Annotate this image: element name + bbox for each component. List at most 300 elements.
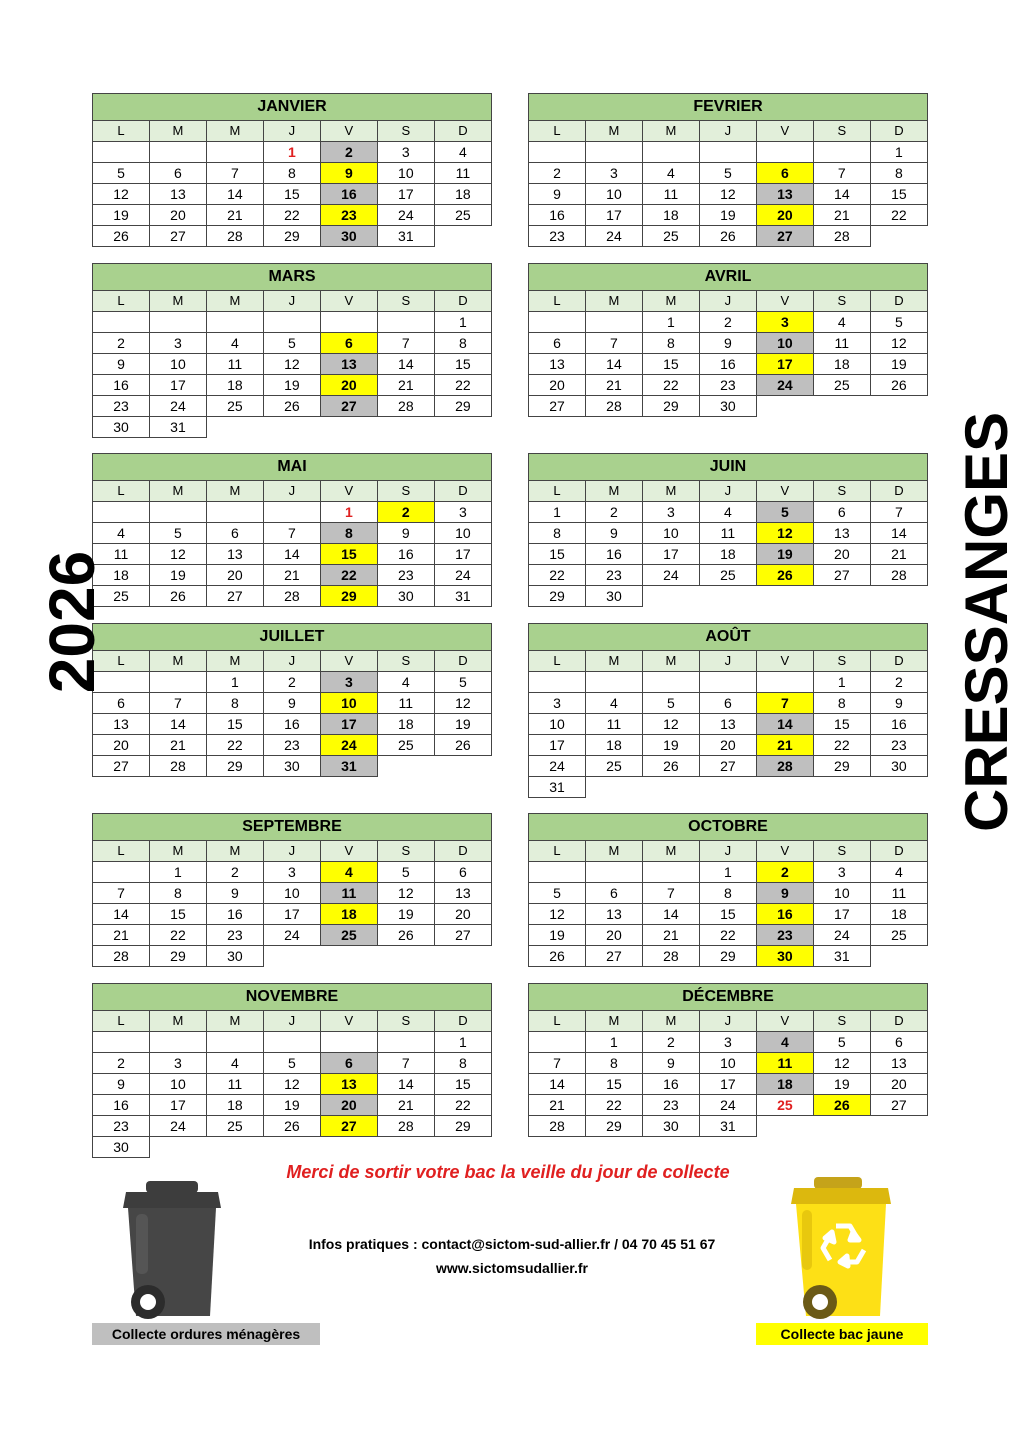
day-cell: 11 — [642, 184, 699, 205]
weekday-header: D — [870, 481, 927, 502]
day-cell: 22 — [813, 735, 870, 756]
weekday-header: D — [870, 1011, 927, 1032]
day-cell-blank — [206, 502, 263, 523]
month-calendar — [528, 623, 928, 798]
week-row — [93, 883, 492, 904]
day-cell: 1 — [206, 672, 263, 693]
day-cell: 30 — [699, 396, 756, 417]
weekday-header: S — [813, 121, 870, 142]
day-cell: 31 — [377, 226, 434, 247]
weekday-header: S — [813, 481, 870, 502]
day-cell: 16 — [699, 354, 756, 375]
weekday-header: D — [434, 841, 491, 862]
weekday-header: M — [642, 291, 699, 312]
day-cell: 31 — [434, 586, 491, 607]
day-cell: 22 — [870, 205, 927, 226]
week-row — [529, 396, 928, 417]
weekday-header: S — [377, 121, 434, 142]
day-cell: 9 — [93, 354, 150, 375]
day-cell: 19 — [149, 565, 206, 586]
weekday-header: S — [377, 841, 434, 862]
day-cell-empty — [263, 946, 320, 967]
day-cell-yellow-collection: 9 — [320, 163, 377, 184]
day-cell-blank — [149, 1032, 206, 1053]
day-cell-empty — [377, 1137, 434, 1158]
weekday-header: L — [93, 121, 150, 142]
day-cell: 4 — [699, 502, 756, 523]
weekday-header: S — [813, 291, 870, 312]
month-title: OCTOBRE — [529, 814, 928, 841]
day-cell-gray-collection: 27 — [320, 396, 377, 417]
day-cell: 17 — [813, 904, 870, 925]
day-cell: 9 — [206, 883, 263, 904]
week-row — [93, 1032, 492, 1053]
week-row — [93, 523, 492, 544]
day-cell: 17 — [434, 544, 491, 565]
day-cell-empty — [870, 1116, 927, 1137]
day-cell: 11 — [585, 714, 642, 735]
day-cell: 30 — [377, 586, 434, 607]
day-cell: 3 — [642, 502, 699, 523]
day-cell: 3 — [149, 333, 206, 354]
day-cell: 19 — [263, 1095, 320, 1116]
day-cell: 9 — [529, 184, 586, 205]
day-cell-blank — [377, 1032, 434, 1053]
month-table — [528, 93, 928, 247]
day-cell: 3 — [434, 502, 491, 523]
month-table — [528, 623, 928, 798]
month-title: DÉCEMBRE — [529, 984, 928, 1011]
day-cell: 13 — [813, 523, 870, 544]
month-calendar — [528, 263, 928, 417]
day-cell-gray-collection: 19 — [756, 544, 813, 565]
weekday-header: M — [149, 291, 206, 312]
day-cell: 8 — [434, 1053, 491, 1074]
week-row — [93, 946, 492, 967]
day-cell-blank — [529, 1032, 586, 1053]
month-title: MARS — [93, 264, 492, 291]
day-cell: 5 — [263, 333, 320, 354]
day-cell-gray-collection: 5 — [756, 502, 813, 523]
week-row — [529, 184, 928, 205]
month-title: JUIN — [529, 454, 928, 481]
day-cell: 19 — [434, 714, 491, 735]
day-cell: 7 — [642, 883, 699, 904]
day-cell: 11 — [434, 163, 491, 184]
day-cell-gray-collection: 16 — [320, 184, 377, 205]
week-row — [529, 904, 928, 925]
month-table — [92, 453, 492, 607]
month-title: JANVIER — [93, 94, 492, 121]
week-row — [529, 735, 928, 756]
day-cell: 2 — [206, 862, 263, 883]
day-cell: 4 — [642, 163, 699, 184]
day-cell: 26 — [93, 226, 150, 247]
week-row — [529, 544, 928, 565]
day-cell: 14 — [585, 354, 642, 375]
day-cell: 25 — [642, 226, 699, 247]
day-cell: 2 — [529, 163, 586, 184]
day-cell: 2 — [699, 312, 756, 333]
day-cell: 23 — [642, 1095, 699, 1116]
weekday-header: V — [320, 1011, 377, 1032]
day-cell: 27 — [699, 756, 756, 777]
day-cell: 7 — [870, 502, 927, 523]
day-cell: 21 — [263, 565, 320, 586]
day-cell: 10 — [149, 1074, 206, 1095]
day-cell-empty — [756, 1116, 813, 1137]
day-cell-blank — [529, 862, 586, 883]
week-row — [93, 714, 492, 735]
day-cell-gray-collection: 28 — [756, 756, 813, 777]
day-cell: 16 — [642, 1074, 699, 1095]
day-cell-empty — [320, 417, 377, 438]
day-cell: 4 — [813, 312, 870, 333]
day-cell: 6 — [870, 1032, 927, 1053]
day-cell: 19 — [263, 375, 320, 396]
day-cell: 19 — [870, 354, 927, 375]
month-table — [92, 983, 492, 1158]
day-cell-yellow-collection: 26 — [813, 1095, 870, 1116]
day-cell: 28 — [206, 226, 263, 247]
legend-gray-collection: Collecte ordures ménagères — [92, 1323, 320, 1345]
day-cell: 21 — [813, 205, 870, 226]
day-cell: 15 — [585, 1074, 642, 1095]
weekday-header: M — [585, 651, 642, 672]
day-cell: 17 — [149, 1095, 206, 1116]
day-cell: 20 — [870, 1074, 927, 1095]
day-cell: 24 — [434, 565, 491, 586]
weekday-header: J — [263, 651, 320, 672]
day-cell: 19 — [377, 904, 434, 925]
weekday-header: M — [206, 121, 263, 142]
month-calendar — [92, 93, 492, 247]
day-cell: 24 — [642, 565, 699, 586]
day-cell: 25 — [585, 756, 642, 777]
website-link[interactable]: www.sictomsudallier.fr — [436, 1260, 588, 1276]
day-cell-blank — [206, 312, 263, 333]
week-row — [529, 354, 928, 375]
day-cell: 17 — [149, 375, 206, 396]
weekday-header: J — [263, 291, 320, 312]
day-cell: 27 — [149, 226, 206, 247]
day-cell-gray-collection: 9 — [756, 883, 813, 904]
day-cell: 13 — [870, 1053, 927, 1074]
day-cell: 15 — [870, 184, 927, 205]
day-cell: 2 — [93, 333, 150, 354]
weekday-header: L — [93, 481, 150, 502]
month-table — [92, 93, 492, 247]
day-cell: 10 — [699, 1053, 756, 1074]
day-cell: 12 — [529, 904, 586, 925]
weekday-header: M — [642, 841, 699, 862]
week-row — [529, 756, 928, 777]
weekday-header: V — [320, 291, 377, 312]
weekday-header: L — [529, 841, 586, 862]
day-cell: 24 — [149, 396, 206, 417]
day-cell-gray-collection: 22 — [320, 565, 377, 586]
day-cell-yellow-collection: 16 — [756, 904, 813, 925]
day-cell: 1 — [699, 862, 756, 883]
day-cell-gray-collection: 18 — [756, 1074, 813, 1095]
day-cell: 15 — [434, 354, 491, 375]
day-cell: 22 — [263, 205, 320, 226]
weekday-header: D — [870, 841, 927, 862]
weekday-header: J — [699, 1011, 756, 1032]
weekday-header: J — [699, 481, 756, 502]
month-title: FEVRIER — [529, 94, 928, 121]
day-cell: 25 — [870, 925, 927, 946]
weekday-header: L — [93, 841, 150, 862]
day-cell: 25 — [206, 1116, 263, 1137]
day-cell-empty — [813, 396, 870, 417]
week-row — [529, 565, 928, 586]
day-cell: 11 — [699, 523, 756, 544]
day-cell-empty — [756, 777, 813, 798]
day-cell: 28 — [93, 946, 150, 967]
weekday-header: L — [93, 1011, 150, 1032]
day-cell: 29 — [149, 946, 206, 967]
day-cell: 11 — [870, 883, 927, 904]
weekday-header: S — [813, 841, 870, 862]
day-cell: 23 — [93, 1116, 150, 1137]
day-cell: 25 — [813, 375, 870, 396]
day-cell: 1 — [642, 312, 699, 333]
day-cell: 7 — [93, 883, 150, 904]
day-cell-yellow-collection: 6 — [756, 163, 813, 184]
day-cell: 26 — [434, 735, 491, 756]
day-cell-empty — [206, 1137, 263, 1158]
day-cell-gray-collection: 3 — [320, 672, 377, 693]
day-cell-blank — [93, 1032, 150, 1053]
day-cell-yellow-collection: 27 — [320, 1116, 377, 1137]
day-cell-blank — [642, 862, 699, 883]
day-cell: 18 — [206, 1095, 263, 1116]
day-cell: 5 — [870, 312, 927, 333]
day-cell: 7 — [206, 163, 263, 184]
day-cell: 10 — [585, 184, 642, 205]
day-cell-yellow-collection: 2 — [377, 502, 434, 523]
day-cell-yellow-collection: 17 — [756, 354, 813, 375]
day-cell: 16 — [93, 1095, 150, 1116]
week-row — [93, 163, 492, 184]
day-cell-empty — [699, 586, 756, 607]
day-cell: 21 — [149, 735, 206, 756]
weekday-header: M — [149, 1011, 206, 1032]
day-cell: 17 — [263, 904, 320, 925]
day-cell: 11 — [93, 544, 150, 565]
gray-trash-bin-icon — [118, 1178, 228, 1320]
day-cell-blank — [93, 142, 150, 163]
day-cell: 12 — [699, 184, 756, 205]
weekday-header: D — [434, 121, 491, 142]
day-cell-empty — [377, 417, 434, 438]
day-cell-yellow-collection: 24 — [320, 735, 377, 756]
month-calendar — [528, 813, 928, 967]
day-cell: 12 — [93, 184, 150, 205]
day-cell: 31 — [699, 1116, 756, 1137]
day-cell-blank — [377, 312, 434, 333]
day-cell: 15 — [263, 184, 320, 205]
day-cell-empty — [377, 946, 434, 967]
day-cell: 17 — [642, 544, 699, 565]
day-cell-blank — [149, 312, 206, 333]
day-cell: 16 — [206, 904, 263, 925]
day-cell: 6 — [699, 693, 756, 714]
day-cell: 26 — [870, 375, 927, 396]
day-cell-blank — [529, 312, 586, 333]
day-cell: 5 — [149, 523, 206, 544]
day-cell: 7 — [585, 333, 642, 354]
day-cell: 23 — [377, 565, 434, 586]
day-cell: 30 — [585, 586, 642, 607]
week-row — [93, 1074, 492, 1095]
day-cell: 1 — [434, 312, 491, 333]
day-cell-gray-collection: 4 — [756, 1032, 813, 1053]
weekday-header: M — [585, 1011, 642, 1032]
day-cell: 13 — [206, 544, 263, 565]
day-cell-blank — [93, 312, 150, 333]
month-title: SEPTEMBRE — [93, 814, 492, 841]
week-row — [93, 312, 492, 333]
day-cell: 12 — [263, 354, 320, 375]
week-row — [93, 417, 492, 438]
day-cell-gray-collection: 8 — [320, 523, 377, 544]
day-cell: 26 — [263, 1116, 320, 1137]
day-cell: 29 — [434, 396, 491, 417]
weekday-header: J — [699, 841, 756, 862]
day-cell: 13 — [529, 354, 586, 375]
weekday-header: J — [263, 841, 320, 862]
weekday-header: D — [434, 481, 491, 502]
day-cell: 9 — [870, 693, 927, 714]
day-cell: 12 — [813, 1053, 870, 1074]
day-cell: 1 — [149, 862, 206, 883]
day-cell: 15 — [149, 904, 206, 925]
day-cell-gray-collection: 23 — [756, 925, 813, 946]
weekday-header: J — [263, 481, 320, 502]
day-cell: 8 — [870, 163, 927, 184]
day-cell-empty — [870, 396, 927, 417]
day-cell-empty — [813, 586, 870, 607]
day-cell: 29 — [585, 1116, 642, 1137]
week-row — [529, 693, 928, 714]
week-row — [93, 672, 492, 693]
day-cell-blank — [529, 142, 586, 163]
day-cell-holiday: 1 — [320, 502, 377, 523]
day-cell: 2 — [93, 1053, 150, 1074]
day-cell-yellow-collection: 30 — [756, 946, 813, 967]
weekday-header: M — [585, 121, 642, 142]
day-cell: 28 — [813, 226, 870, 247]
day-cell: 16 — [870, 714, 927, 735]
day-cell: 23 — [263, 735, 320, 756]
weekday-header: J — [699, 291, 756, 312]
weekday-header: V — [320, 481, 377, 502]
day-cell: 22 — [434, 1095, 491, 1116]
day-cell: 6 — [206, 523, 263, 544]
weekday-header: L — [529, 481, 586, 502]
day-cell: 17 — [377, 184, 434, 205]
day-cell: 1 — [434, 1032, 491, 1053]
day-cell-blank — [585, 142, 642, 163]
day-cell-gray-collection: 25 — [320, 925, 377, 946]
day-cell: 20 — [434, 904, 491, 925]
day-cell: 2 — [263, 672, 320, 693]
day-cell: 8 — [263, 163, 320, 184]
day-cell: 20 — [206, 565, 263, 586]
day-cell: 26 — [529, 946, 586, 967]
weekday-header: D — [870, 291, 927, 312]
day-cell: 18 — [642, 205, 699, 226]
day-cell: 30 — [870, 756, 927, 777]
day-cell: 20 — [149, 205, 206, 226]
day-cell: 5 — [529, 883, 586, 904]
day-cell: 24 — [149, 1116, 206, 1137]
weekday-header: L — [93, 651, 150, 672]
day-cell: 3 — [377, 142, 434, 163]
day-cell-empty — [870, 226, 927, 247]
day-cell: 19 — [93, 205, 150, 226]
day-cell-empty — [434, 417, 491, 438]
day-cell: 3 — [149, 1053, 206, 1074]
weekday-header: M — [206, 651, 263, 672]
day-cell: 23 — [529, 226, 586, 247]
day-cell: 29 — [263, 226, 320, 247]
week-row — [93, 354, 492, 375]
week-row — [93, 1137, 492, 1158]
weekday-header: D — [870, 121, 927, 142]
week-row — [529, 1116, 928, 1137]
day-cell-blank — [529, 672, 586, 693]
day-cell: 10 — [149, 354, 206, 375]
day-cell: 10 — [642, 523, 699, 544]
day-cell-blank — [206, 1032, 263, 1053]
month-table — [528, 813, 928, 967]
day-cell: 7 — [377, 333, 434, 354]
weekday-header: M — [585, 481, 642, 502]
day-cell: 27 — [813, 565, 870, 586]
day-cell-yellow-collection: 20 — [320, 375, 377, 396]
weekday-header: S — [813, 1011, 870, 1032]
day-cell-yellow-collection: 12 — [756, 523, 813, 544]
day-cell-yellow-collection: 3 — [756, 312, 813, 333]
month-table — [528, 453, 928, 607]
day-cell-blank — [756, 142, 813, 163]
week-row — [93, 904, 492, 925]
day-cell: 10 — [813, 883, 870, 904]
day-cell: 28 — [585, 396, 642, 417]
weekday-header: J — [263, 121, 320, 142]
weekday-header: M — [585, 841, 642, 862]
week-row — [93, 544, 492, 565]
weekday-header: V — [756, 841, 813, 862]
month-table — [92, 263, 492, 438]
day-cell: 8 — [642, 333, 699, 354]
day-cell: 6 — [149, 163, 206, 184]
day-cell-gray-collection: 30 — [320, 226, 377, 247]
day-cell-blank — [93, 862, 150, 883]
day-cell: 4 — [93, 523, 150, 544]
day-cell-empty — [434, 946, 491, 967]
weekday-header: M — [206, 291, 263, 312]
day-cell-gray-collection: 20 — [320, 1095, 377, 1116]
day-cell: 1 — [585, 1032, 642, 1053]
day-cell: 15 — [434, 1074, 491, 1095]
contact-info: Infos pratiques : contact@sictom-sud-allier.fr / 04 70 45 51 67 — [308, 1236, 716, 1252]
week-row — [529, 502, 928, 523]
day-cell: 26 — [149, 586, 206, 607]
